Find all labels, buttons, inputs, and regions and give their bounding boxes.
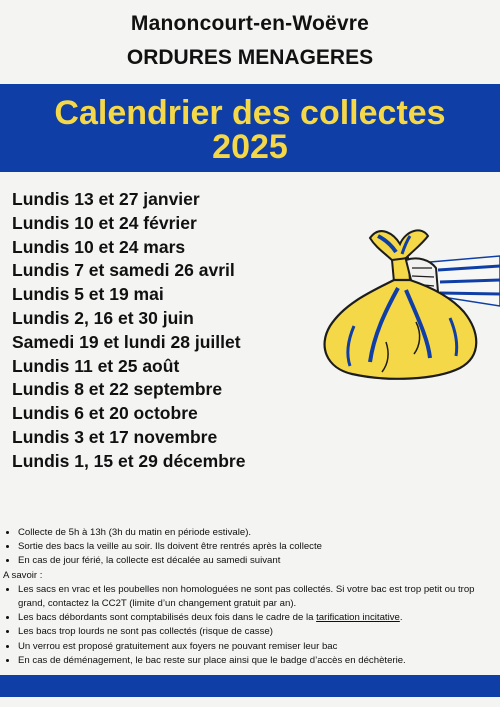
collection-date-item: Lundis 2, 16 et 30 juin [12,307,194,328]
note-item: • En cas de déménagement, le bac reste sur place ainsi que le badge d’accès en déchèterie. [18,654,500,668]
note-item: • Les bacs trop lourds ne sont pas collectés (risque de casse) [18,625,500,639]
collection-date-item: Lundis 10 et 24 mars [12,236,186,257]
title-banner [0,84,500,172]
garbage-bag-icon [310,222,500,382]
collection-date-item: Lundis 1, 15 et 29 décembre [12,450,246,471]
note-item: • Sortie des bacs la veille au soir. Ils doivent être rentrés après la collecte [18,540,500,554]
note-item: • En cas de jour férié, la collecte est décalée au samedi suivant [18,554,500,568]
note-item [18,611,500,625]
collection-date-item: Samedi 19 et lundi 28 juillet [12,331,241,352]
info-list [0,583,500,668]
collection-date-item: Lundis 8 et 22 septembre [12,379,223,400]
info-intro: A savoir : [3,569,43,581]
page-subtitle: ORDURES MENAGERES [126,46,374,69]
collection-date-item: Lundis 3 et 17 novembre [12,426,218,447]
collection-dates-list [12,188,245,474]
collection-date-item: Lundis 11 et 25 août [12,355,180,376]
note-item: • Un verrou est proposé gratuitement aux foyers ne pouvant remiser leur bac [18,640,500,654]
header [0,0,500,84]
note-text: Les bacs débordants sont comptabilisés deux fois dans le cadre de la [18,612,317,624]
collection-date-item: Lundis 5 et 19 mai [12,284,164,305]
note-item: • Les sacs en vrac et les poubelles non homologuées ne sont pas collectés. Si votre bac est trop petit ou trop grand, contactez la CC2T (limite d’un changement gratuit par an). [18,583,500,611]
collection-date-item: Lundis 6 et 20 octobre [12,403,198,424]
info-notes [0,526,500,668]
collection-date-item: Lundis 10 et 24 février [12,212,197,233]
note-text: . [399,612,403,624]
banner-year: 2025 [212,128,288,166]
collection-date-item: Lundis 7 et samedi 26 avril [12,260,235,281]
town-name: Manoncourt-en-Woëvre [130,12,370,35]
tarification-incitative-link[interactable]: tarification incitative [316,612,400,624]
banner-title: Calendrier des collectes [54,94,446,132]
footer-bar [0,675,500,697]
collection-date-item: Lundis 13 et 27 janvier [12,189,200,209]
note-item: • Collecte de 5h à 13h (3h du matin en période estivale). [18,526,500,540]
collection-rules-list [0,526,500,569]
